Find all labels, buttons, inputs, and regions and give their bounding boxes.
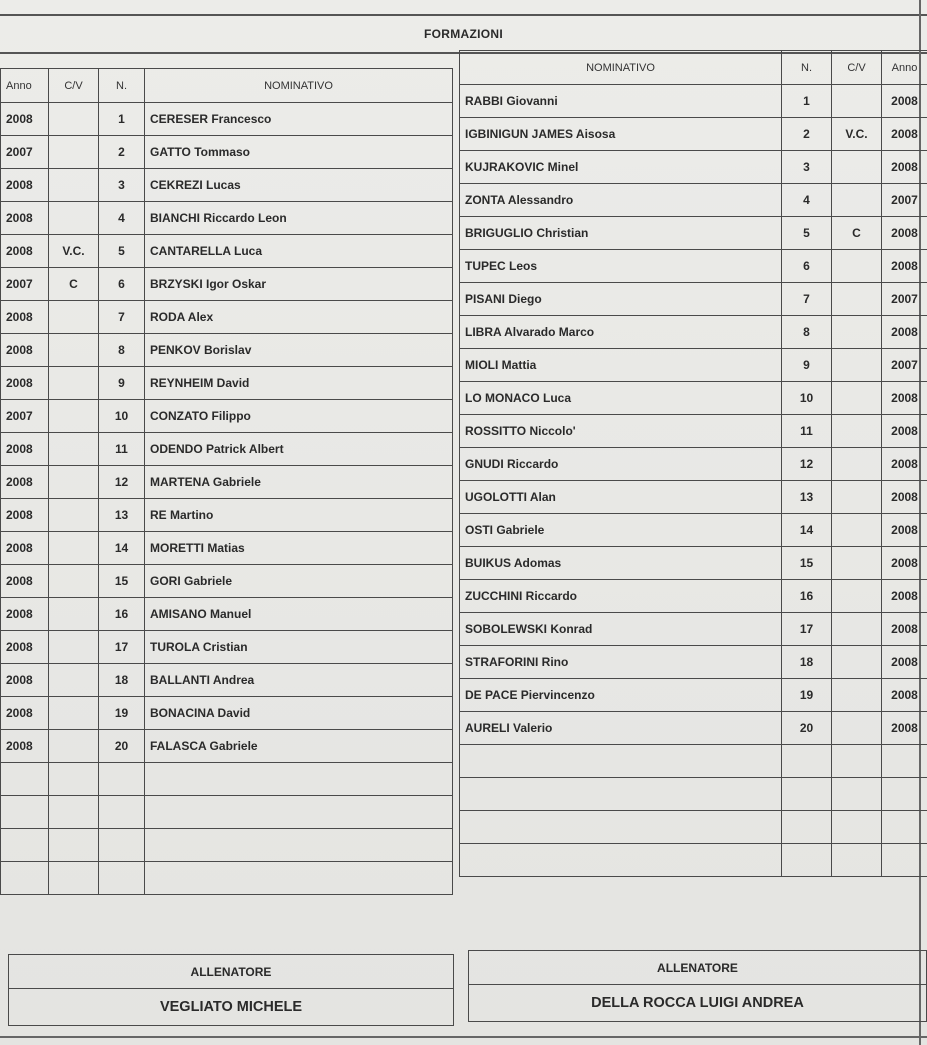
player-name: MIOLI Mattia [460,349,782,382]
header-anno: Anno [1,69,49,103]
player-name: BALLANTI Andrea [145,664,453,697]
empty-cell [99,862,145,895]
player-anno: 2008 [882,217,927,250]
player-cv [832,85,882,118]
player-number: 7 [99,301,145,334]
right-team-table [459,50,927,877]
header-cv: C/V [49,69,99,103]
player-cv [832,481,882,514]
player-anno: 2008 [882,646,927,679]
empty-cell [832,811,882,844]
empty-cell [460,811,782,844]
sheet-title: FORMAZIONI [0,14,927,54]
player-anno: 2008 [882,250,927,283]
table-row [1,301,453,334]
player-anno: 2008 [1,598,49,631]
player-cv [49,499,99,532]
player-anno: 2008 [882,415,927,448]
player-name: KUJRAKOVIC Minel [460,151,782,184]
player-name: IGBINIGUN JAMES Aisosa [460,118,782,151]
table-row [1,466,453,499]
player-name: ZUCCHINI Riccardo [460,580,782,613]
player-anno: 2007 [1,268,49,301]
player-anno: 2007 [882,349,927,382]
player-name: CEKREZI Lucas [145,169,453,202]
player-name: RE Martino [145,499,453,532]
player-number: 13 [782,481,832,514]
table-row [1,334,453,367]
header-nominativo: NOMINATIVO [460,51,782,85]
player-cv [49,433,99,466]
empty-cell [145,796,453,829]
table-row [460,613,927,646]
player-anno: 2008 [1,565,49,598]
player-name: BIANCHI Riccardo Leon [145,202,453,235]
player-anno: 2008 [1,235,49,268]
empty-row [460,745,927,778]
player-cv: V.C. [49,235,99,268]
empty-cell [99,829,145,862]
table-row [1,367,453,400]
player-anno: 2008 [1,367,49,400]
player-anno: 2008 [1,730,49,763]
player-cv [832,580,882,613]
player-anno: 2008 [1,631,49,664]
player-cv [49,169,99,202]
table-row [460,646,927,679]
player-name: UGOLOTTI Alan [460,481,782,514]
player-cv [832,514,882,547]
empty-cell [782,745,832,778]
player-anno: 2008 [882,580,927,613]
table-row [460,514,927,547]
player-anno: 2008 [882,448,927,481]
player-anno: 2008 [882,85,927,118]
left-coach-box [8,954,454,1026]
player-cv [832,448,882,481]
player-number: 1 [99,103,145,136]
player-number: 11 [99,433,145,466]
player-cv [832,415,882,448]
player-number: 8 [99,334,145,367]
player-anno: 2008 [1,334,49,367]
table-row [460,151,927,184]
empty-cell [1,862,49,895]
player-cv [49,367,99,400]
empty-cell [832,844,882,877]
player-number: 6 [99,268,145,301]
player-anno: 2008 [882,712,927,745]
player-number: 19 [782,679,832,712]
player-name: CONZATO Filippo [145,400,453,433]
player-anno: 2007 [882,184,927,217]
player-cv [832,151,882,184]
player-cv [49,730,99,763]
right-coach-label: ALLENATORE [469,951,926,985]
player-anno: 2008 [1,499,49,532]
player-number: 15 [782,547,832,580]
player-name: DE PACE Piervincenzo [460,679,782,712]
empty-row [1,862,453,895]
player-number: 17 [99,631,145,664]
player-cv [832,349,882,382]
player-name: AURELI Valerio [460,712,782,745]
right-coach-name: DELLA ROCCA LUIGI ANDREA [591,995,804,1011]
empty-cell [49,829,99,862]
player-name: RABBI Giovanni [460,85,782,118]
table-row [1,169,453,202]
player-number: 18 [99,664,145,697]
player-number: 14 [782,514,832,547]
player-name: MORETTI Matias [145,532,453,565]
table-row [460,349,927,382]
table-row [1,400,453,433]
table-row [460,481,927,514]
player-anno: 2008 [882,547,927,580]
player-anno: 2008 [1,433,49,466]
player-anno: 2007 [1,400,49,433]
empty-row [460,811,927,844]
player-number: 20 [782,712,832,745]
table-row [460,118,927,151]
player-name: BRIGUGLIO Christian [460,217,782,250]
empty-row [460,778,927,811]
right-table-header [460,51,927,85]
left-team-table [0,68,453,895]
player-name: CANTARELLA Luca [145,235,453,268]
player-number: 9 [99,367,145,400]
empty-row [1,829,453,862]
table-row [460,184,927,217]
empty-cell [1,829,49,862]
table-row [460,250,927,283]
player-number: 2 [782,118,832,151]
table-row [460,448,927,481]
player-cv [832,646,882,679]
player-cv [832,283,882,316]
player-name: LO MONACO Luca [460,382,782,415]
player-cv [49,598,99,631]
empty-cell [832,778,882,811]
empty-cell [49,763,99,796]
empty-cell [145,763,453,796]
player-name: REYNHEIM David [145,367,453,400]
player-name: TUPEC Leos [460,250,782,283]
player-cv [49,532,99,565]
player-number: 5 [99,235,145,268]
player-name: TUROLA Cristian [145,631,453,664]
player-number: 2 [99,136,145,169]
empty-row [1,796,453,829]
player-cv [49,565,99,598]
player-cv [832,712,882,745]
player-cv [832,250,882,283]
player-number: 3 [782,151,832,184]
player-anno: 2007 [882,283,927,316]
table-row [1,235,453,268]
empty-cell [782,811,832,844]
player-number: 17 [782,613,832,646]
table-row [460,382,927,415]
player-anno: 2008 [882,118,927,151]
player-number: 19 [99,697,145,730]
table-row [460,679,927,712]
player-anno: 2007 [1,136,49,169]
player-number: 12 [99,466,145,499]
player-number: 18 [782,646,832,679]
player-anno: 2008 [882,382,927,415]
player-anno: 2008 [882,613,927,646]
sheet-bottom-line [0,1036,927,1038]
player-name: CERESER Francesco [145,103,453,136]
player-cv [832,613,882,646]
empty-cell [882,745,927,778]
player-name: LIBRA Alvarado Marco [460,316,782,349]
player-number: 6 [782,250,832,283]
table-row [460,580,927,613]
empty-cell [882,778,927,811]
empty-cell [782,844,832,877]
player-name: BRZYSKI Igor Oskar [145,268,453,301]
player-anno: 2008 [1,532,49,565]
empty-cell [460,745,782,778]
table-row [460,547,927,580]
player-cv [49,202,99,235]
player-number: 1 [782,85,832,118]
player-name: ZONTA Alessandro [460,184,782,217]
table-row [1,532,453,565]
table-row [1,697,453,730]
player-number: 4 [782,184,832,217]
player-anno: 2008 [1,697,49,730]
player-name: FALASCA Gabriele [145,730,453,763]
empty-cell [145,862,453,895]
table-row [460,85,927,118]
header-number: N. [99,69,145,103]
table-row [1,136,453,169]
player-anno: 2008 [882,514,927,547]
player-cv [49,103,99,136]
empty-cell [882,811,927,844]
player-anno: 2008 [1,103,49,136]
player-cv [49,400,99,433]
empty-cell [1,796,49,829]
player-anno: 2008 [1,202,49,235]
player-name: MARTENA Gabriele [145,466,453,499]
player-cv: C [832,217,882,250]
empty-cell [460,778,782,811]
player-cv [49,301,99,334]
left-table-header [1,69,453,103]
header-cv: C/V [832,51,882,85]
player-anno: 2008 [1,664,49,697]
player-cv [49,466,99,499]
player-number: 4 [99,202,145,235]
player-number: 10 [99,400,145,433]
table-row [460,712,927,745]
player-cv [832,184,882,217]
header-nominativo: NOMINATIVO [145,69,453,103]
left-coach-name: VEGLIATO MICHELE [159,999,303,1015]
player-number: 10 [782,382,832,415]
player-name: GORI Gabriele [145,565,453,598]
table-row [460,316,927,349]
empty-cell [99,763,145,796]
player-number: 8 [782,316,832,349]
table-row [460,415,927,448]
empty-cell [49,862,99,895]
player-name: BUIKUS Adomas [460,547,782,580]
player-name: ROSSITTO Niccolo' [460,415,782,448]
table-row [460,217,927,250]
empty-row [460,844,927,877]
player-name: AMISANO Manuel [145,598,453,631]
player-number: 15 [99,565,145,598]
player-number: 12 [782,448,832,481]
player-number: 16 [782,580,832,613]
player-number: 9 [782,349,832,382]
player-name: PISANI Diego [460,283,782,316]
player-anno: 2008 [882,679,927,712]
empty-cell [1,763,49,796]
empty-cell [99,796,145,829]
table-row [1,565,453,598]
header-anno: Anno [882,51,927,85]
table-row [1,202,453,235]
table-row [1,664,453,697]
empty-row [1,763,453,796]
table-row [1,598,453,631]
player-cv [49,664,99,697]
table-row [1,631,453,664]
table-row [1,103,453,136]
empty-cell [832,745,882,778]
empty-cell [882,844,927,877]
header-number: N. [782,51,832,85]
left-coach-label: ALLENATORE [9,955,453,989]
empty-cell [782,778,832,811]
player-anno: 2008 [882,151,927,184]
player-number: 13 [99,499,145,532]
player-cv [832,547,882,580]
empty-cell [145,829,453,862]
player-anno: 2008 [882,481,927,514]
table-row [1,499,453,532]
player-name: GATTO Tommaso [145,136,453,169]
player-cv [49,631,99,664]
player-name: SOBOLEWSKI Konrad [460,613,782,646]
player-name: RODA Alex [145,301,453,334]
player-anno: 2008 [1,466,49,499]
player-number: 20 [99,730,145,763]
player-cv [832,316,882,349]
table-row [460,283,927,316]
table-row [1,268,453,301]
table-row [1,433,453,466]
player-cv [832,679,882,712]
player-name: PENKOV Borislav [145,334,453,367]
player-name: STRAFORINI Rino [460,646,782,679]
player-name: OSTI Gabriele [460,514,782,547]
player-anno: 2008 [1,169,49,202]
player-anno: 2008 [1,301,49,334]
player-cv [49,334,99,367]
player-cv [49,697,99,730]
table-row [1,730,453,763]
player-name: ODENDO Patrick Albert [145,433,453,466]
empty-cell [460,844,782,877]
player-number: 11 [782,415,832,448]
player-name: GNUDI Riccardo [460,448,782,481]
player-cv [49,136,99,169]
player-anno: 2008 [882,316,927,349]
player-name: BONACINA David [145,697,453,730]
player-number: 7 [782,283,832,316]
player-cv: V.C. [832,118,882,151]
right-coach-box [468,950,927,1022]
player-number: 3 [99,169,145,202]
player-number: 14 [99,532,145,565]
player-cv: C [49,268,99,301]
player-number: 16 [99,598,145,631]
empty-cell [49,796,99,829]
player-cv [832,382,882,415]
player-number: 5 [782,217,832,250]
